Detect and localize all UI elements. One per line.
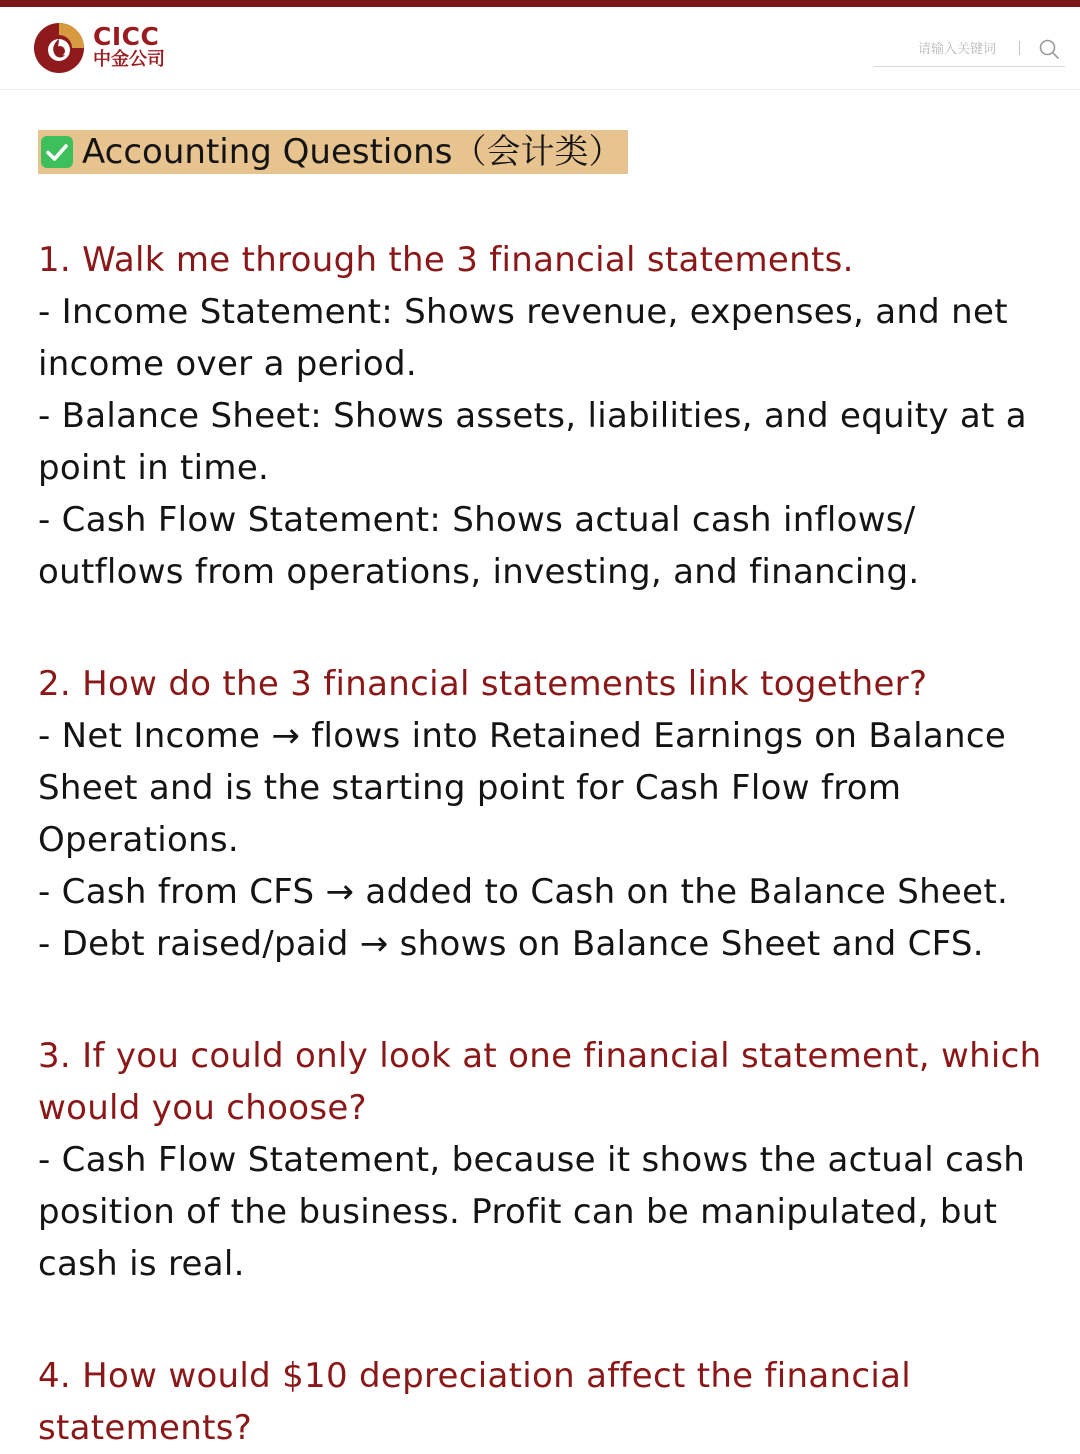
question-title: 4. How would $10 depreciation affect the financial statements? — [38, 1356, 911, 1448]
answer-line: - Cash Flow Statement: Shows actual cash inflows/ outflows from operations, investing, and financing. — [38, 500, 920, 592]
answer-line: - Cash from CFS → added to Cash on the Balance Sheet. — [38, 872, 1009, 912]
logo-english-name: CICC — [93, 22, 160, 51]
search-bar — [873, 34, 1065, 67]
question-title: 3. If you could only look at one financial statement, which would you choose? — [38, 1036, 1042, 1128]
answer-line: - Balance Sheet: Shows assets, liabilities, and equity at a point in time. — [38, 396, 1027, 488]
question-title: 2. How do the 3 financial statements link together? — [38, 664, 928, 704]
check-mark-button-icon — [40, 135, 74, 169]
answer-line: - Income Statement: Shows revenue, expenses, and net income over a period. — [38, 292, 1008, 384]
search-divider — [1019, 41, 1020, 55]
section-heading-text: Accounting Questions（会计类） — [82, 132, 623, 172]
section-heading — [38, 130, 628, 174]
search-icon[interactable] — [1037, 37, 1061, 61]
question-title: 1. Walk me through the 3 financial statements. — [38, 240, 854, 280]
answer-line: - Net Income → flows into Retained Earnings on Balance Sheet and is the starting point for Cash Flow from Operations. — [38, 716, 1007, 860]
cicc-logo[interactable] — [32, 21, 222, 77]
top-brand-bar — [0, 0, 1080, 7]
question-2 — [38, 658, 1048, 970]
question-4 — [38, 1350, 1048, 1454]
site-header — [0, 7, 1080, 90]
answer-line: - Cash Flow Statement, because it shows the actual cash position of the business. Profit can be manipulated, but cash is real. — [38, 1140, 1026, 1284]
question-3 — [38, 1030, 1048, 1290]
article-body — [38, 130, 1048, 1454]
question-1 — [38, 234, 1048, 598]
answer-line: - Debt raised/paid → shows on Balance Sheet and CFS. — [38, 924, 984, 964]
logo-chinese-name: 中金公司 — [93, 49, 165, 70]
search-input[interactable] — [918, 38, 1013, 60]
cicc-emblem-icon — [32, 21, 86, 75]
